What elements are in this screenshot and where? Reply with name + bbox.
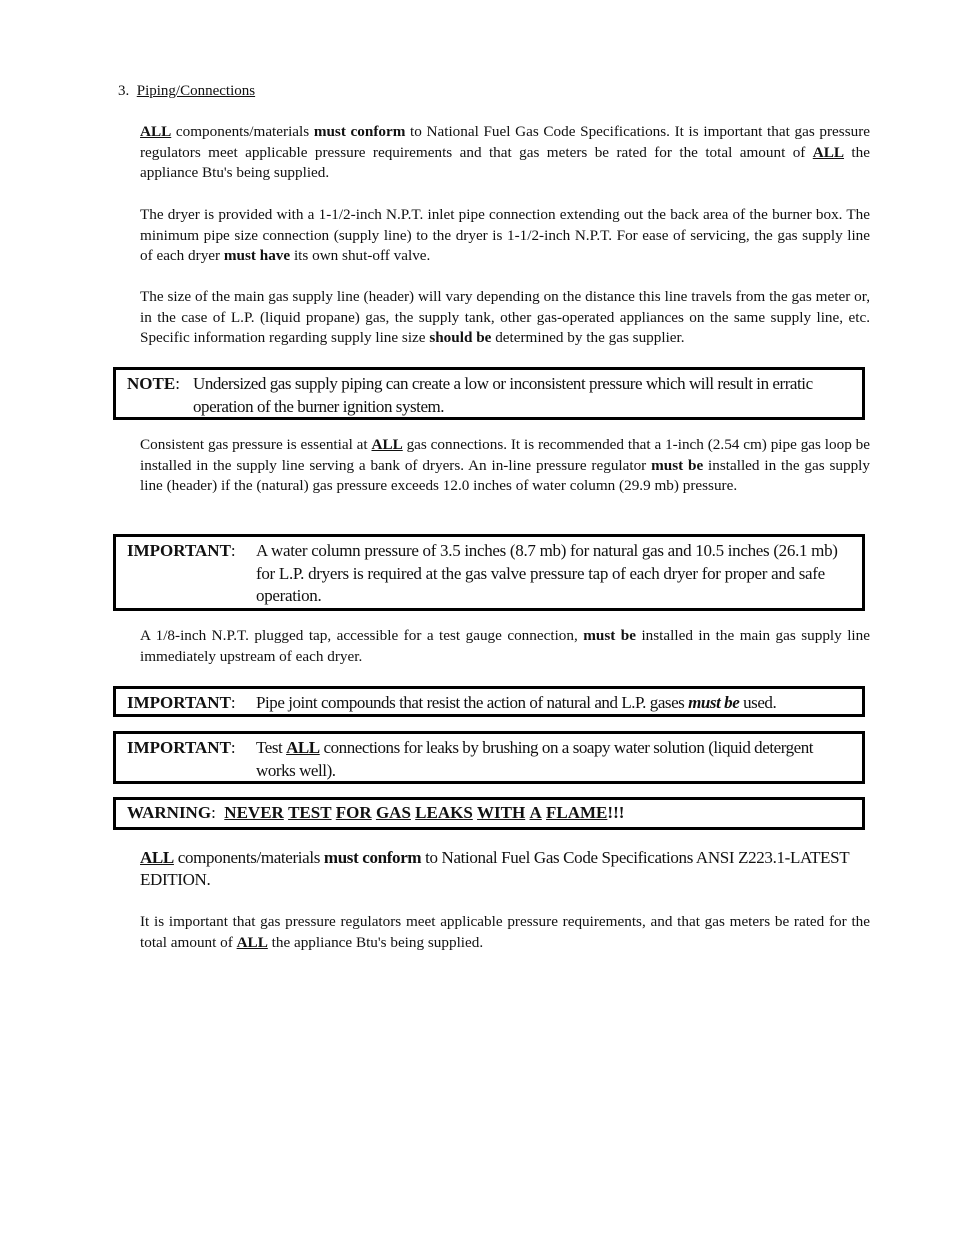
text-run: components/materials xyxy=(171,123,314,140)
important-label-text: IMPORTANT xyxy=(127,738,231,757)
emphasis-must-have: must have xyxy=(223,247,291,265)
text-run: to National Fuel Gas Code Specifications. It is important that gas pressure regulators meet applicable pressure requirements and that gas meters be rated for the total amount of xyxy=(140,123,870,161)
text-run: the appliance Btu's being supplied. xyxy=(267,933,484,951)
emphasis-must-conform: must conform xyxy=(323,848,422,867)
section-number: 3. xyxy=(118,83,130,99)
warning-exclamation: !!! xyxy=(607,803,625,822)
warning-word: LEAKS xyxy=(415,803,473,822)
important-label-text: IMPORTANT xyxy=(127,541,231,560)
text-run: components/materials xyxy=(173,848,324,867)
warning-label: WARNING xyxy=(127,803,212,822)
text-run: A 1/8-inch N.P.T. plugged tap, accessible for a test gauge connection, xyxy=(140,627,584,644)
warning-word: WITH xyxy=(477,803,526,822)
text-run: to National Fuel Gas Code Specifications ANSI Z223.1-LATEST EDITION. xyxy=(140,848,849,889)
text-run: installed in the main gas supply line immediately upstream of each dryer. xyxy=(140,627,870,665)
label-colon: : xyxy=(230,693,236,712)
text-run: connections for leaks by brushing on a soapy water solution (liquid detergent works well). xyxy=(256,738,814,780)
text-run: Test xyxy=(256,738,287,757)
warning-word: TEST xyxy=(288,803,332,822)
text-run: used. xyxy=(739,693,777,712)
label-colon: : xyxy=(230,541,236,560)
text-run: determined by the gas supplier. xyxy=(491,329,685,347)
paragraph-regulators xyxy=(140,912,870,953)
text-run: installed in the gas supply line (header) if the (natural) gas pressure exceeds 12.0 inches of water column (29.9 mb) pressure. xyxy=(140,456,870,495)
note-text: Undersized gas supply piping can create a low or inconsistent pressure which will result in erratic operation of the burner ignition system. xyxy=(193,374,813,416)
label-colon: : xyxy=(175,374,180,393)
important-label xyxy=(127,737,236,760)
emphasis-must-conform: must conform xyxy=(313,123,406,140)
text-run: The dryer is provided with a 1-1/2-inch N.P.T. inlet pipe connection extending out the back area of the burner box. The minimum pipe size connection (supply line) to the dryer is 1-1/2-inch N.P.T. For ease of servicing, the gas supply line of each dryer xyxy=(140,206,870,265)
emphasis-all: ALL xyxy=(286,738,320,757)
warning-word: NEVER xyxy=(224,803,284,822)
paragraph-plugged-tap xyxy=(140,626,870,667)
warning-box xyxy=(113,797,865,830)
paragraph-ansi-standard xyxy=(140,847,870,891)
important-label xyxy=(127,692,236,715)
paragraph-supply-line-size xyxy=(140,287,870,349)
emphasis-all: ALL xyxy=(812,143,845,161)
note-box xyxy=(113,367,865,420)
important-text xyxy=(256,737,848,782)
emphasis-all: ALL xyxy=(140,848,174,867)
section-title: Piping/Connections xyxy=(136,83,256,99)
emphasis-must-be: must be xyxy=(583,627,636,644)
important-box-water-column xyxy=(113,534,865,611)
section-heading xyxy=(118,82,255,101)
important-label xyxy=(127,540,236,563)
warning-word: A xyxy=(529,803,542,822)
important-text: A water column pressure of 3.5 inches (8.7 mb) for natural gas and 10.5 inches (26.1 mb) for L.P. dryers is required at the gas valve pressure tap of each dryer for proper and safe operation. xyxy=(256,541,838,605)
label-colon: : xyxy=(211,803,216,822)
text-run: the appliance Btu's being supplied. xyxy=(140,143,870,182)
important-box-leak-test xyxy=(113,731,865,784)
paragraph-consistent-pressure xyxy=(140,435,870,497)
paragraph-inlet-pipe xyxy=(140,205,870,267)
text-run: gas connections. It is recommended that a 1-inch (2.54 cm) pipe gas loop be installed in the supply line serving a bank of dryers. An in-line pressure regulator xyxy=(140,436,870,474)
important-text xyxy=(256,692,848,715)
text-run: Pipe joint compounds that resist the action of natural and L.P. gases xyxy=(256,693,689,712)
text-run: The size of the main gas supply line (header) will vary depending on the distance this line travels from the gas meter or, in the case of L.P. (liquid propane) gas, the supply tank, other gas-operated appliances on the same supply line, etc. Specific information regarding supply line size xyxy=(140,288,870,347)
warning-line xyxy=(127,802,624,824)
text-run: Consistent gas pressure is essential at xyxy=(140,436,372,453)
emphasis-all: ALL xyxy=(371,436,403,453)
emphasis-must-be: must be xyxy=(651,456,704,474)
warning-word: GAS xyxy=(375,803,411,822)
emphasis-all: ALL xyxy=(236,933,268,951)
note-label xyxy=(127,373,180,396)
emphasis-should-be: should be xyxy=(429,329,492,347)
text-run: its own shut-off valve. xyxy=(290,247,431,265)
important-box-pipe-compounds xyxy=(113,686,865,717)
emphasis-all: ALL xyxy=(140,123,172,140)
text-run: It is important that gas pressure regulators meet applicable pressure requirements, and that gas meters be rated for the total amount of xyxy=(140,913,870,951)
label-colon: : xyxy=(230,738,236,757)
warning-word: FOR xyxy=(335,803,372,822)
warning-word: FLAME xyxy=(546,803,608,822)
important-label-text: IMPORTANT xyxy=(127,693,231,712)
paragraph-components-conform xyxy=(140,122,870,184)
note-label-text: NOTE xyxy=(127,374,176,393)
emphasis-must-be: must be xyxy=(688,693,740,712)
